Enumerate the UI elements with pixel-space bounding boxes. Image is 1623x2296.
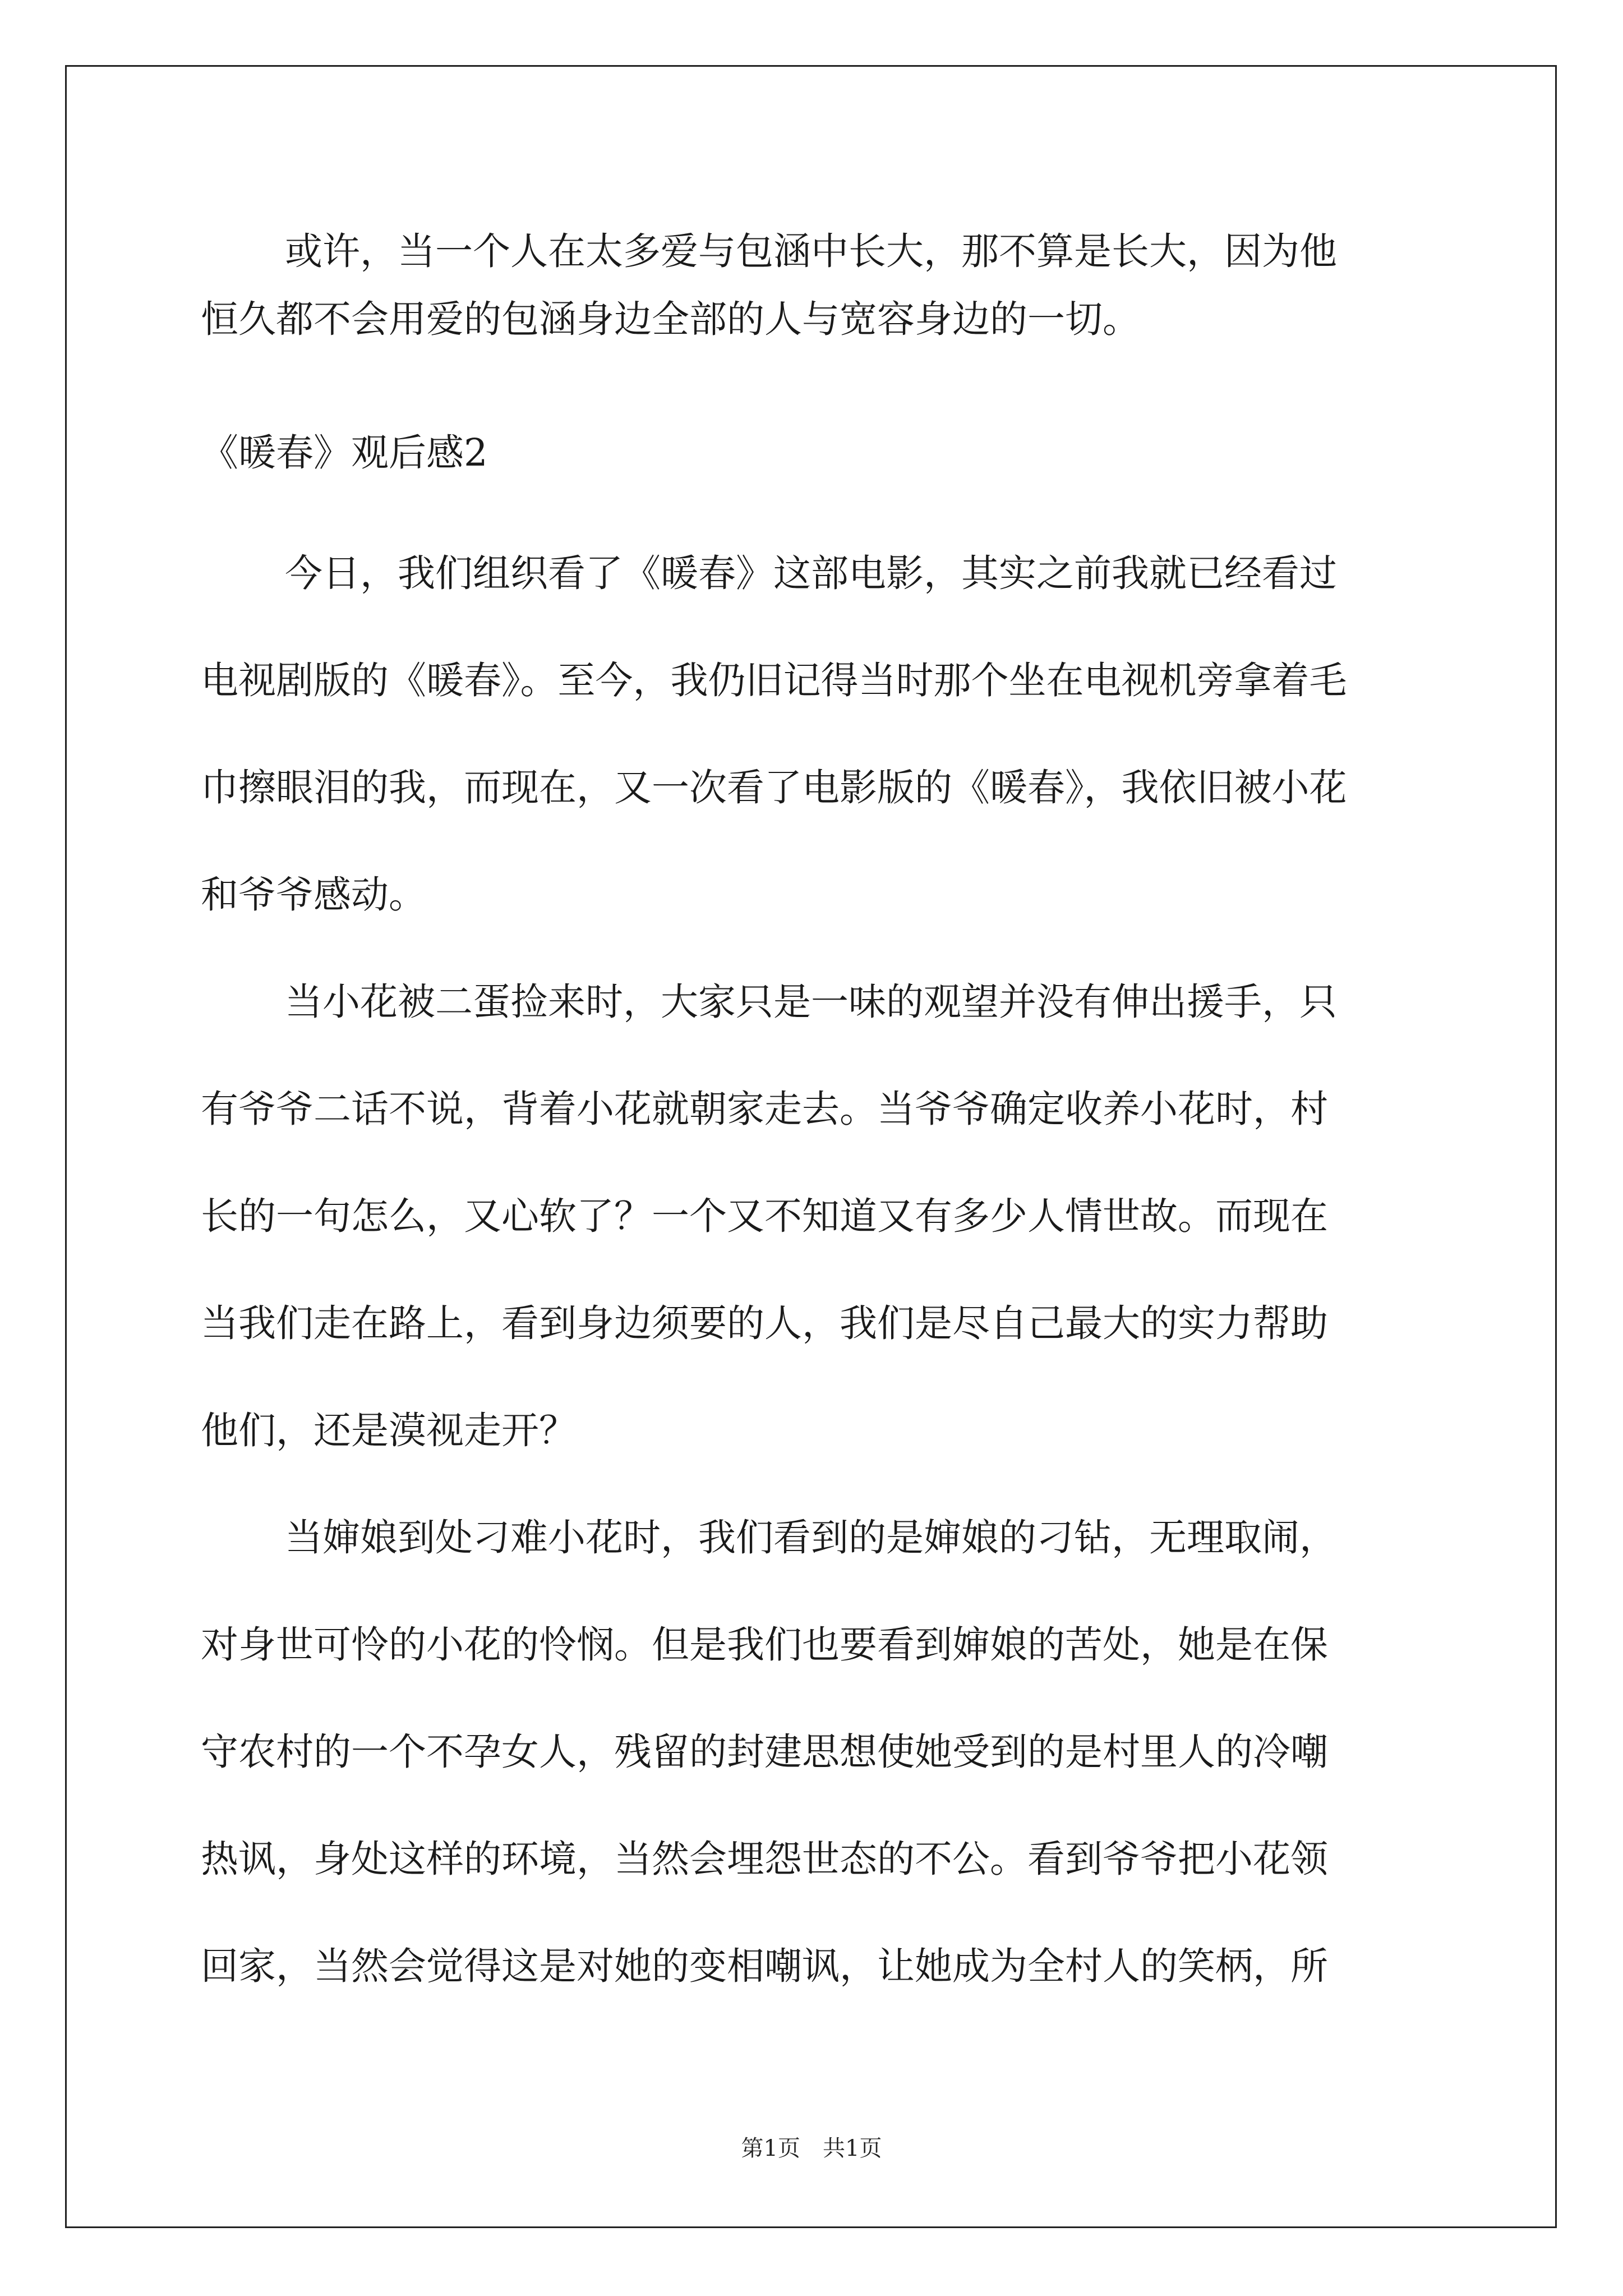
paragraph-line: 长的一句怎么，又心软了？一个又不知道又有多少人情世故。而现在 — [201, 1194, 1328, 1238]
paragraph-line: 或许，当一个人在太多爱与包涵中长大，那不算是长大，因为他 — [285, 229, 1337, 273]
paragraph-line: 守农村的一个不孕女人，残留的封建思想使她受到的是村里人的冷嘲 — [201, 1730, 1328, 1774]
page-number: 第1页 — [741, 2136, 800, 2161]
paragraph-line: 巾擦眼泪的我，而现在，又一次看了电影版的《暖春》，我依旧被小花 — [201, 766, 1347, 809]
paragraph-line: 和爷爷感动。 — [201, 873, 426, 917]
page-total: 共1页 — [823, 2136, 882, 2161]
page-border — [65, 65, 1557, 2228]
paragraph-line: 恒久都不会用爱的包涵身边全部的人与宽容身边的一切。 — [201, 297, 1140, 341]
paragraph-line: 回家，当然会觉得这是对她的变相嘲讽，让她成为全村人的笑柄，所 — [201, 1944, 1328, 1988]
section-heading: 《暖春》观后感2 — [201, 431, 488, 475]
paragraph-line: 对身世可怜的小花的怜悯。但是我们也要看到婶娘的苦处，她是在保 — [201, 1623, 1328, 1667]
paragraph-line: 他们，还是漠视走开？ — [201, 1409, 577, 1452]
paragraph-line: 热讽，身处这样的环境，当然会埋怨世态的不公。看到爷爷把小花领 — [201, 1837, 1328, 1881]
paragraph-line: 当我们走在路上，看到身边须要的人，我们是尽自己最大的实力帮助 — [201, 1301, 1328, 1345]
paragraph-line: 当小花被二蛋捡来时，大家只是一味的观望并没有伸出援手，只 — [285, 980, 1337, 1024]
paragraph-line: 有爷爷二话不说，背着小花就朝家走去。当爷爷确定收养小花时，村 — [201, 1087, 1328, 1131]
paragraph-line: 当婶娘到处刁难小花时，我们看到的是婶娘的刁钻，无理取闹， — [285, 1516, 1337, 1559]
paragraph-line: 今日，我们组织看了《暖春》这部电影，其实之前我就已经看过 — [285, 551, 1337, 595]
paragraph-line: 电视剧版的《暖春》。至今，我仍旧记得当时那个坐在电视机旁拿着毛 — [201, 659, 1347, 702]
page-footer — [0, 2132, 1623, 2165]
